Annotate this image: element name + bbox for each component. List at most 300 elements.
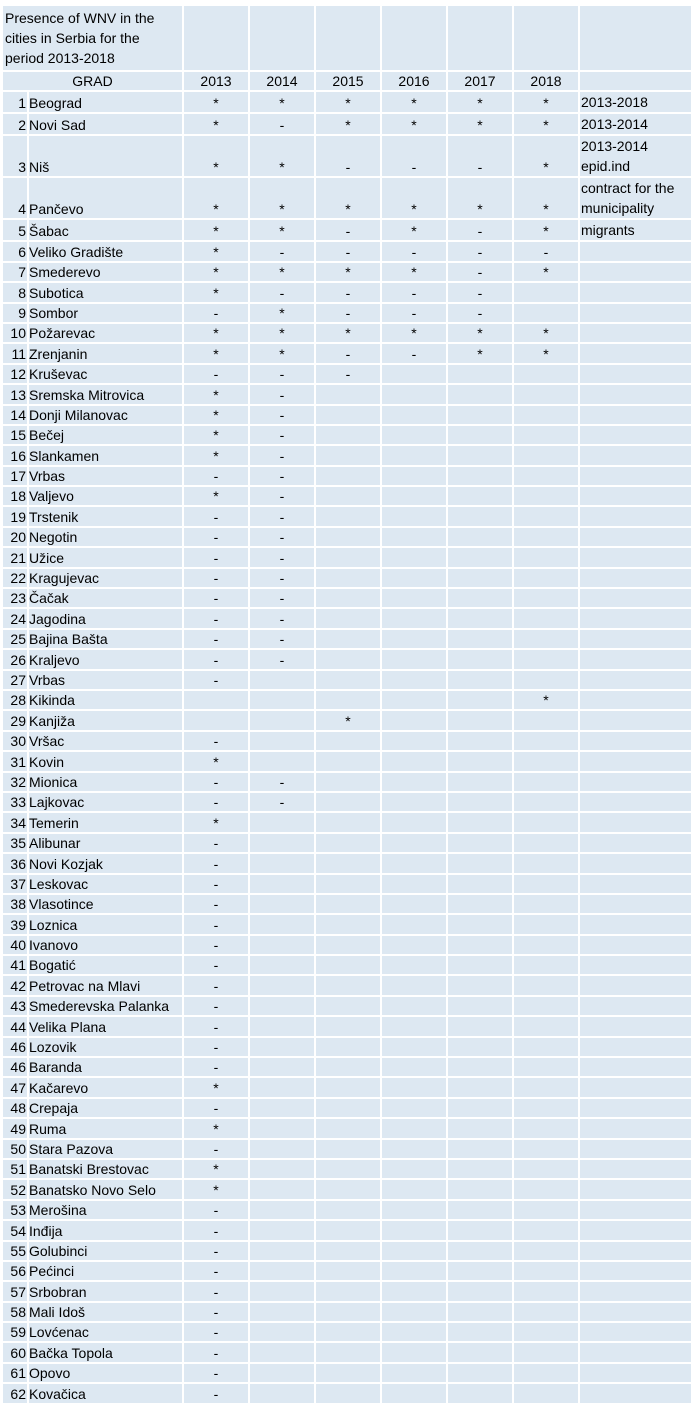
year-value: -: [250, 548, 314, 566]
city-name: Mionica: [29, 773, 182, 791]
year-value: [514, 875, 578, 893]
note-cell: [580, 136, 691, 176]
year-value: -: [250, 385, 314, 403]
year-value: -: [250, 793, 314, 811]
table-row: [3, 813, 691, 831]
city-name: Jagodina: [29, 609, 182, 627]
row-number: 13: [3, 385, 27, 403]
year-value: [514, 528, 578, 546]
year-value: [382, 569, 446, 587]
year-value: -: [382, 304, 446, 322]
year-value: *: [382, 178, 446, 218]
year-value: [514, 956, 578, 974]
year-value: *: [382, 114, 446, 134]
year-value: -: [382, 136, 446, 176]
year-value: *: [316, 92, 380, 112]
year-value: [448, 589, 512, 607]
table-row: [3, 344, 691, 362]
table-row: [3, 854, 691, 872]
row-number: 28: [3, 691, 27, 709]
table-row: [3, 752, 691, 770]
note-cell: [580, 936, 691, 954]
year-value: [514, 834, 578, 852]
year-value: -: [184, 548, 248, 566]
row-number: 55: [3, 1242, 27, 1260]
year-value: [382, 875, 446, 893]
year-value: -: [184, 589, 248, 607]
year-value: -: [184, 1099, 248, 1117]
table-row: [3, 1384, 691, 1402]
empty-cell: [316, 6, 380, 70]
year-value: [382, 1078, 446, 1096]
note-text: 2013-2014: [581, 116, 648, 133]
year-value: [316, 1303, 380, 1321]
year-value: -: [184, 1303, 248, 1321]
note-cell: [580, 875, 691, 893]
city-name: Velika Plana: [29, 1017, 182, 1035]
year-value: [250, 1119, 314, 1137]
note-cell: [580, 997, 691, 1015]
year-value: [316, 1384, 380, 1402]
year-value: [514, 446, 578, 464]
year-value: -: [184, 956, 248, 974]
year-value: [382, 385, 446, 403]
year-value: *: [184, 385, 248, 403]
year-value: [448, 1323, 512, 1341]
row-number: 35: [3, 834, 27, 852]
year-value: [448, 773, 512, 791]
column-header-year: 2015: [316, 72, 380, 90]
year-value: [448, 528, 512, 546]
year-value: [250, 834, 314, 852]
year-value: [316, 1242, 380, 1260]
year-value: [448, 671, 512, 689]
year-value: *: [316, 114, 380, 134]
note-text: municipality: [581, 200, 655, 217]
year-value: [514, 997, 578, 1015]
year-value: [316, 1282, 380, 1300]
table-row: [3, 365, 691, 383]
year-value: [250, 1180, 314, 1198]
year-value: [184, 691, 248, 709]
year-value: [316, 1099, 380, 1117]
note-cell: [580, 304, 691, 322]
city-name: Čačak: [29, 589, 182, 607]
year-value: *: [184, 1180, 248, 1198]
year-value: [250, 1384, 314, 1402]
table-row: [3, 178, 691, 218]
year-value: [514, 1384, 578, 1402]
year-value: *: [184, 1078, 248, 1096]
year-value: [382, 507, 446, 525]
city-name: Valjevo: [29, 487, 182, 505]
row-number: 48: [3, 1099, 27, 1117]
year-value: [514, 650, 578, 668]
row-number: 14: [3, 406, 27, 424]
table-row: [3, 711, 691, 729]
year-value: -: [382, 242, 446, 260]
row-number: 41: [3, 956, 27, 974]
year-value: [250, 875, 314, 893]
year-value: [382, 1140, 446, 1158]
city-name: Užice: [29, 548, 182, 566]
note-cell: [580, 1262, 691, 1280]
table-row: [3, 114, 691, 134]
year-value: [250, 1242, 314, 1260]
row-number: 25: [3, 630, 27, 648]
city-name: Kačarevo: [29, 1078, 182, 1096]
year-value: [382, 1201, 446, 1219]
row-number: 30: [3, 732, 27, 750]
table-row: [3, 976, 691, 994]
year-value: -: [184, 528, 248, 546]
row-number: 36: [3, 854, 27, 872]
table-row: [3, 609, 691, 627]
note-cell: [580, 813, 691, 831]
note-cell: [580, 630, 691, 648]
city-name: Kikinda: [29, 691, 182, 709]
year-value: [316, 650, 380, 668]
year-value: -: [184, 1017, 248, 1035]
year-value: [448, 426, 512, 444]
row-number: 9: [3, 304, 27, 322]
year-value: [514, 1180, 578, 1198]
row-number: 61: [3, 1364, 27, 1382]
year-value: *: [514, 114, 578, 134]
year-value: -: [316, 344, 380, 362]
year-value: *: [316, 711, 380, 729]
table-row: [3, 283, 691, 301]
note-cell: [580, 1384, 691, 1402]
year-value: [382, 997, 446, 1015]
table-row: [3, 263, 691, 281]
year-value: [514, 1160, 578, 1178]
note-cell: [580, 1282, 691, 1300]
year-value: [250, 1323, 314, 1341]
table-row: [3, 1323, 691, 1341]
row-number: 56: [3, 1262, 27, 1280]
table-row: [3, 304, 691, 322]
city-name: Subotica: [29, 283, 182, 301]
year-value: -: [316, 242, 380, 260]
year-value: [316, 589, 380, 607]
year-value: [448, 1078, 512, 1096]
note-cell: [580, 178, 691, 218]
empty-cell: [448, 6, 512, 70]
year-value: -: [184, 304, 248, 322]
note-cell: [580, 1303, 691, 1321]
year-value: [382, 915, 446, 933]
row-number: 29: [3, 711, 27, 729]
row-number: 27: [3, 671, 27, 689]
year-value: [448, 691, 512, 709]
year-value: [448, 406, 512, 424]
year-value: -: [250, 446, 314, 464]
year-value: [448, 813, 512, 831]
year-value: [514, 936, 578, 954]
year-value: [448, 752, 512, 770]
year-value: -: [316, 283, 380, 301]
year-value: -: [250, 507, 314, 525]
year-value: -: [184, 732, 248, 750]
row-number: 58: [3, 1303, 27, 1321]
year-value: [250, 956, 314, 974]
year-value: [514, 507, 578, 525]
year-value: [448, 650, 512, 668]
row-number: 46: [3, 1038, 27, 1056]
year-value: [250, 752, 314, 770]
year-value: -: [184, 854, 248, 872]
year-value: [382, 813, 446, 831]
table-row: [3, 1140, 691, 1158]
year-value: [382, 1343, 446, 1361]
note-cell: [580, 528, 691, 546]
year-value: [316, 793, 380, 811]
year-value: *: [250, 263, 314, 281]
year-value: [250, 976, 314, 994]
year-value: *: [184, 114, 248, 134]
year-value: -: [184, 936, 248, 954]
table-row: [3, 1201, 691, 1219]
row-number: 38: [3, 895, 27, 913]
year-value: [514, 569, 578, 587]
note-cell: [580, 324, 691, 342]
year-value: [448, 1140, 512, 1158]
year-value: *: [250, 344, 314, 362]
empty-cell: [580, 72, 691, 90]
year-value: [382, 956, 446, 974]
year-value: [448, 1201, 512, 1219]
row-number: 15: [3, 426, 27, 444]
year-value: [448, 1262, 512, 1280]
year-value: *: [250, 304, 314, 322]
year-value: [316, 936, 380, 954]
year-value: -: [184, 1058, 248, 1076]
year-value: [448, 1343, 512, 1361]
year-value: [514, 773, 578, 791]
table-row: [3, 406, 691, 424]
row-number: 4: [3, 178, 27, 218]
row-number: 53: [3, 1201, 27, 1219]
year-value: -: [316, 365, 380, 383]
city-name: Lozovik: [29, 1038, 182, 1056]
year-value: [514, 1099, 578, 1117]
note-cell: [580, 650, 691, 668]
year-value: [382, 834, 446, 852]
year-value: [382, 548, 446, 566]
row-number: 22: [3, 569, 27, 587]
note-cell: [580, 1119, 691, 1137]
year-value: -: [250, 589, 314, 607]
year-value: [250, 671, 314, 689]
city-name: Crepaja: [29, 1099, 182, 1117]
year-value: [448, 630, 512, 648]
year-value: -: [184, 671, 248, 689]
year-value: [316, 1221, 380, 1239]
year-value: -: [184, 1221, 248, 1239]
year-value: -: [448, 283, 512, 301]
column-header-grad: GRAD: [3, 72, 182, 90]
empty-cell: [514, 6, 578, 70]
note-cell: [580, 426, 691, 444]
table-row: [3, 528, 691, 546]
table-row: [3, 1303, 691, 1321]
year-value: -: [184, 1140, 248, 1158]
row-number: 60: [3, 1343, 27, 1361]
year-value: -: [250, 609, 314, 627]
row-number: 6: [3, 242, 27, 260]
table-row: [3, 1242, 691, 1260]
year-value: [514, 1078, 578, 1096]
note-cell: [580, 1242, 691, 1260]
year-value: [448, 1364, 512, 1382]
table-row: [3, 324, 691, 342]
year-value: *: [448, 178, 512, 218]
year-value: *: [184, 1160, 248, 1178]
table-row: [3, 385, 691, 403]
note-cell: [580, 1221, 691, 1239]
year-value: [514, 487, 578, 505]
table-row: [3, 834, 691, 852]
year-value: -: [448, 242, 512, 260]
year-value: [514, 813, 578, 831]
year-value: [316, 813, 380, 831]
year-value: [382, 1364, 446, 1382]
year-value: [316, 507, 380, 525]
year-value: [316, 1343, 380, 1361]
city-name: Alibunar: [29, 834, 182, 852]
year-value: *: [184, 92, 248, 112]
year-value: -: [382, 344, 446, 362]
city-name: Sremska Mitrovica: [29, 385, 182, 403]
year-value: -: [184, 793, 248, 811]
year-value: [250, 1343, 314, 1361]
city-name: Vršac: [29, 732, 182, 750]
year-value: [448, 467, 512, 485]
note-cell: [580, 446, 691, 464]
year-value: [250, 732, 314, 750]
row-number: 32: [3, 773, 27, 791]
year-value: *: [250, 220, 314, 240]
year-value: [250, 1058, 314, 1076]
year-value: [316, 548, 380, 566]
year-value: *: [184, 324, 248, 342]
city-name: Bajina Bašta: [29, 630, 182, 648]
year-value: -: [184, 773, 248, 791]
year-value: [514, 1364, 578, 1382]
year-value: [250, 1099, 314, 1117]
city-name: Novi Kozjak: [29, 854, 182, 872]
year-value: *: [184, 446, 248, 464]
year-value: [514, 1262, 578, 1280]
wnv-presence-table: [1, 4, 693, 1405]
city-name: Mali Idoš: [29, 1303, 182, 1321]
year-value: [382, 1262, 446, 1280]
year-value: [382, 467, 446, 485]
year-value: [514, 1058, 578, 1076]
note-cell: [580, 711, 691, 729]
year-value: -: [250, 426, 314, 444]
table-row: [3, 1262, 691, 1280]
year-value: [448, 793, 512, 811]
year-value: *: [316, 324, 380, 342]
year-value: [316, 385, 380, 403]
year-value: [514, 1201, 578, 1219]
city-name: Stara Pazova: [29, 1140, 182, 1158]
table-row: [3, 915, 691, 933]
city-name: Inđija: [29, 1221, 182, 1239]
row-number: 37: [3, 875, 27, 893]
note-cell: [580, 691, 691, 709]
year-value: *: [250, 92, 314, 112]
table-row: [3, 732, 691, 750]
note-cell: [580, 895, 691, 913]
year-value: [448, 1242, 512, 1260]
row-number: 62: [3, 1384, 27, 1402]
year-value: [382, 671, 446, 689]
year-value: *: [514, 263, 578, 281]
table-row: [3, 446, 691, 464]
note-cell: [580, 365, 691, 383]
year-value: [448, 1384, 512, 1402]
year-value: [250, 936, 314, 954]
year-value: *: [250, 324, 314, 342]
year-value: [382, 446, 446, 464]
year-value: -: [514, 242, 578, 260]
city-name: Veliko Gradište: [29, 242, 182, 260]
year-value: -: [250, 528, 314, 546]
year-value: [382, 1058, 446, 1076]
year-value: [382, 630, 446, 648]
city-name: Kraljevo: [29, 650, 182, 668]
note-cell: [580, 1058, 691, 1076]
year-value: [250, 1017, 314, 1035]
header-row: [3, 72, 691, 90]
city-name: Temerin: [29, 813, 182, 831]
city-name: Slankamen: [29, 446, 182, 464]
empty-cell: [250, 6, 314, 70]
year-value: -: [448, 304, 512, 322]
year-value: *: [184, 426, 248, 444]
table-row: [3, 136, 691, 176]
year-value: [382, 426, 446, 444]
year-value: [514, 385, 578, 403]
year-value: [250, 711, 314, 729]
column-header-year: 2014: [250, 72, 314, 90]
year-value: [250, 997, 314, 1015]
year-value: [250, 915, 314, 933]
year-value: [316, 426, 380, 444]
row-number: 16: [3, 446, 27, 464]
year-value: [316, 569, 380, 587]
note-cell: [580, 220, 691, 240]
year-value: [448, 1303, 512, 1321]
note-cell: [580, 671, 691, 689]
year-value: *: [382, 92, 446, 112]
year-value: *: [514, 691, 578, 709]
year-value: [514, 793, 578, 811]
table-row: [3, 242, 691, 260]
year-value: [250, 1262, 314, 1280]
year-value: [448, 711, 512, 729]
year-value: -: [250, 114, 314, 134]
note-text: contract for the: [581, 180, 675, 197]
year-value: -: [184, 915, 248, 933]
year-value: -: [448, 263, 512, 281]
city-name: Kovačica: [29, 1384, 182, 1402]
city-name: Donji Milanovac: [29, 406, 182, 424]
city-name: Ruma: [29, 1119, 182, 1137]
